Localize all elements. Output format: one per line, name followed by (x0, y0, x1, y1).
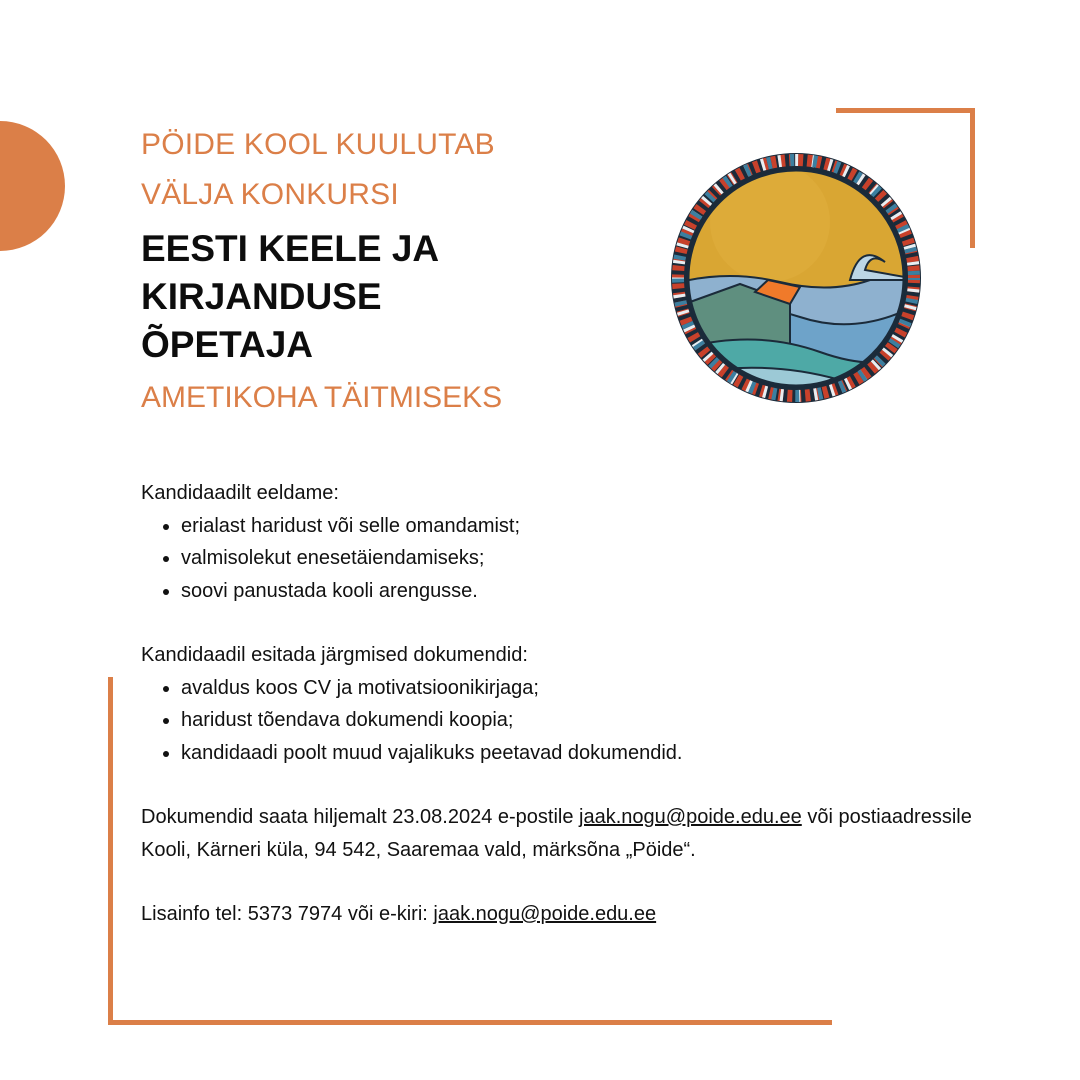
job-title-line-3: ÕPETAJA (141, 324, 314, 365)
submission-email-link[interactable]: jaak.nogu@poide.edu.ee (579, 806, 802, 828)
contact-paragraph (141, 898, 981, 931)
job-title (141, 225, 439, 369)
decorative-corner-top-right-vertical (970, 108, 975, 248)
kicker-line-2: VÄLJA KONKURSI (141, 178, 399, 211)
decorative-corner-bottom-left-vertical (108, 677, 113, 1025)
job-title-line-1: EESTI KEELE JA (141, 228, 440, 269)
decorative-half-circle (0, 121, 65, 251)
list-item: • kandidaadi poolt muud vajalikuks peetavad dokumendid. (181, 737, 981, 770)
documents-list (141, 672, 981, 770)
list-item: • soovi panustada kooli arengusse. (181, 575, 981, 608)
submission-address-text: või postiaadressile Kooli, Kärneri küla, 94 542, Saaremaa vald, märksõna „Pöide“. (141, 806, 972, 861)
decorative-corner-top-right-horizontal (836, 108, 975, 113)
announcement-body (141, 477, 981, 931)
school-logo (670, 152, 922, 404)
list-item: • erialast haridust või selle omandamist; (181, 510, 981, 543)
list-item: • valmisolekut enesetäiendamiseks; (181, 542, 981, 575)
list-item: • haridust tõendava dokumendi koopia; (181, 704, 981, 737)
submission-text: Dokumendid saata hiljemalt 23.08.2024 e-postile (141, 806, 580, 828)
announcement-kicker (141, 120, 495, 220)
requirements-heading: Kandidaadilt eeldame: (141, 482, 339, 504)
kicker-line-1: PÖIDE KOOL KUULUTAB (141, 128, 495, 161)
documents-heading: Kandidaadil esitada järgmised dokumendid: (141, 644, 528, 666)
requirements-list (141, 510, 981, 608)
job-subtitle: AMETIKOHA TÄITMISEKS (141, 381, 503, 414)
job-title-line-2: KIRJANDUSE (141, 276, 382, 317)
submission-paragraph (141, 801, 981, 866)
contact-email-link[interactable]: jaak.nogu@poide.edu.ee (433, 903, 657, 925)
contact-text: Lisainfo tel: 5373 7974 või e-kiri: (141, 903, 434, 925)
list-item: • avaldus koos CV ja motivatsioonikirjaga; (181, 672, 981, 705)
decorative-corner-bottom-left-horizontal (108, 1020, 832, 1025)
